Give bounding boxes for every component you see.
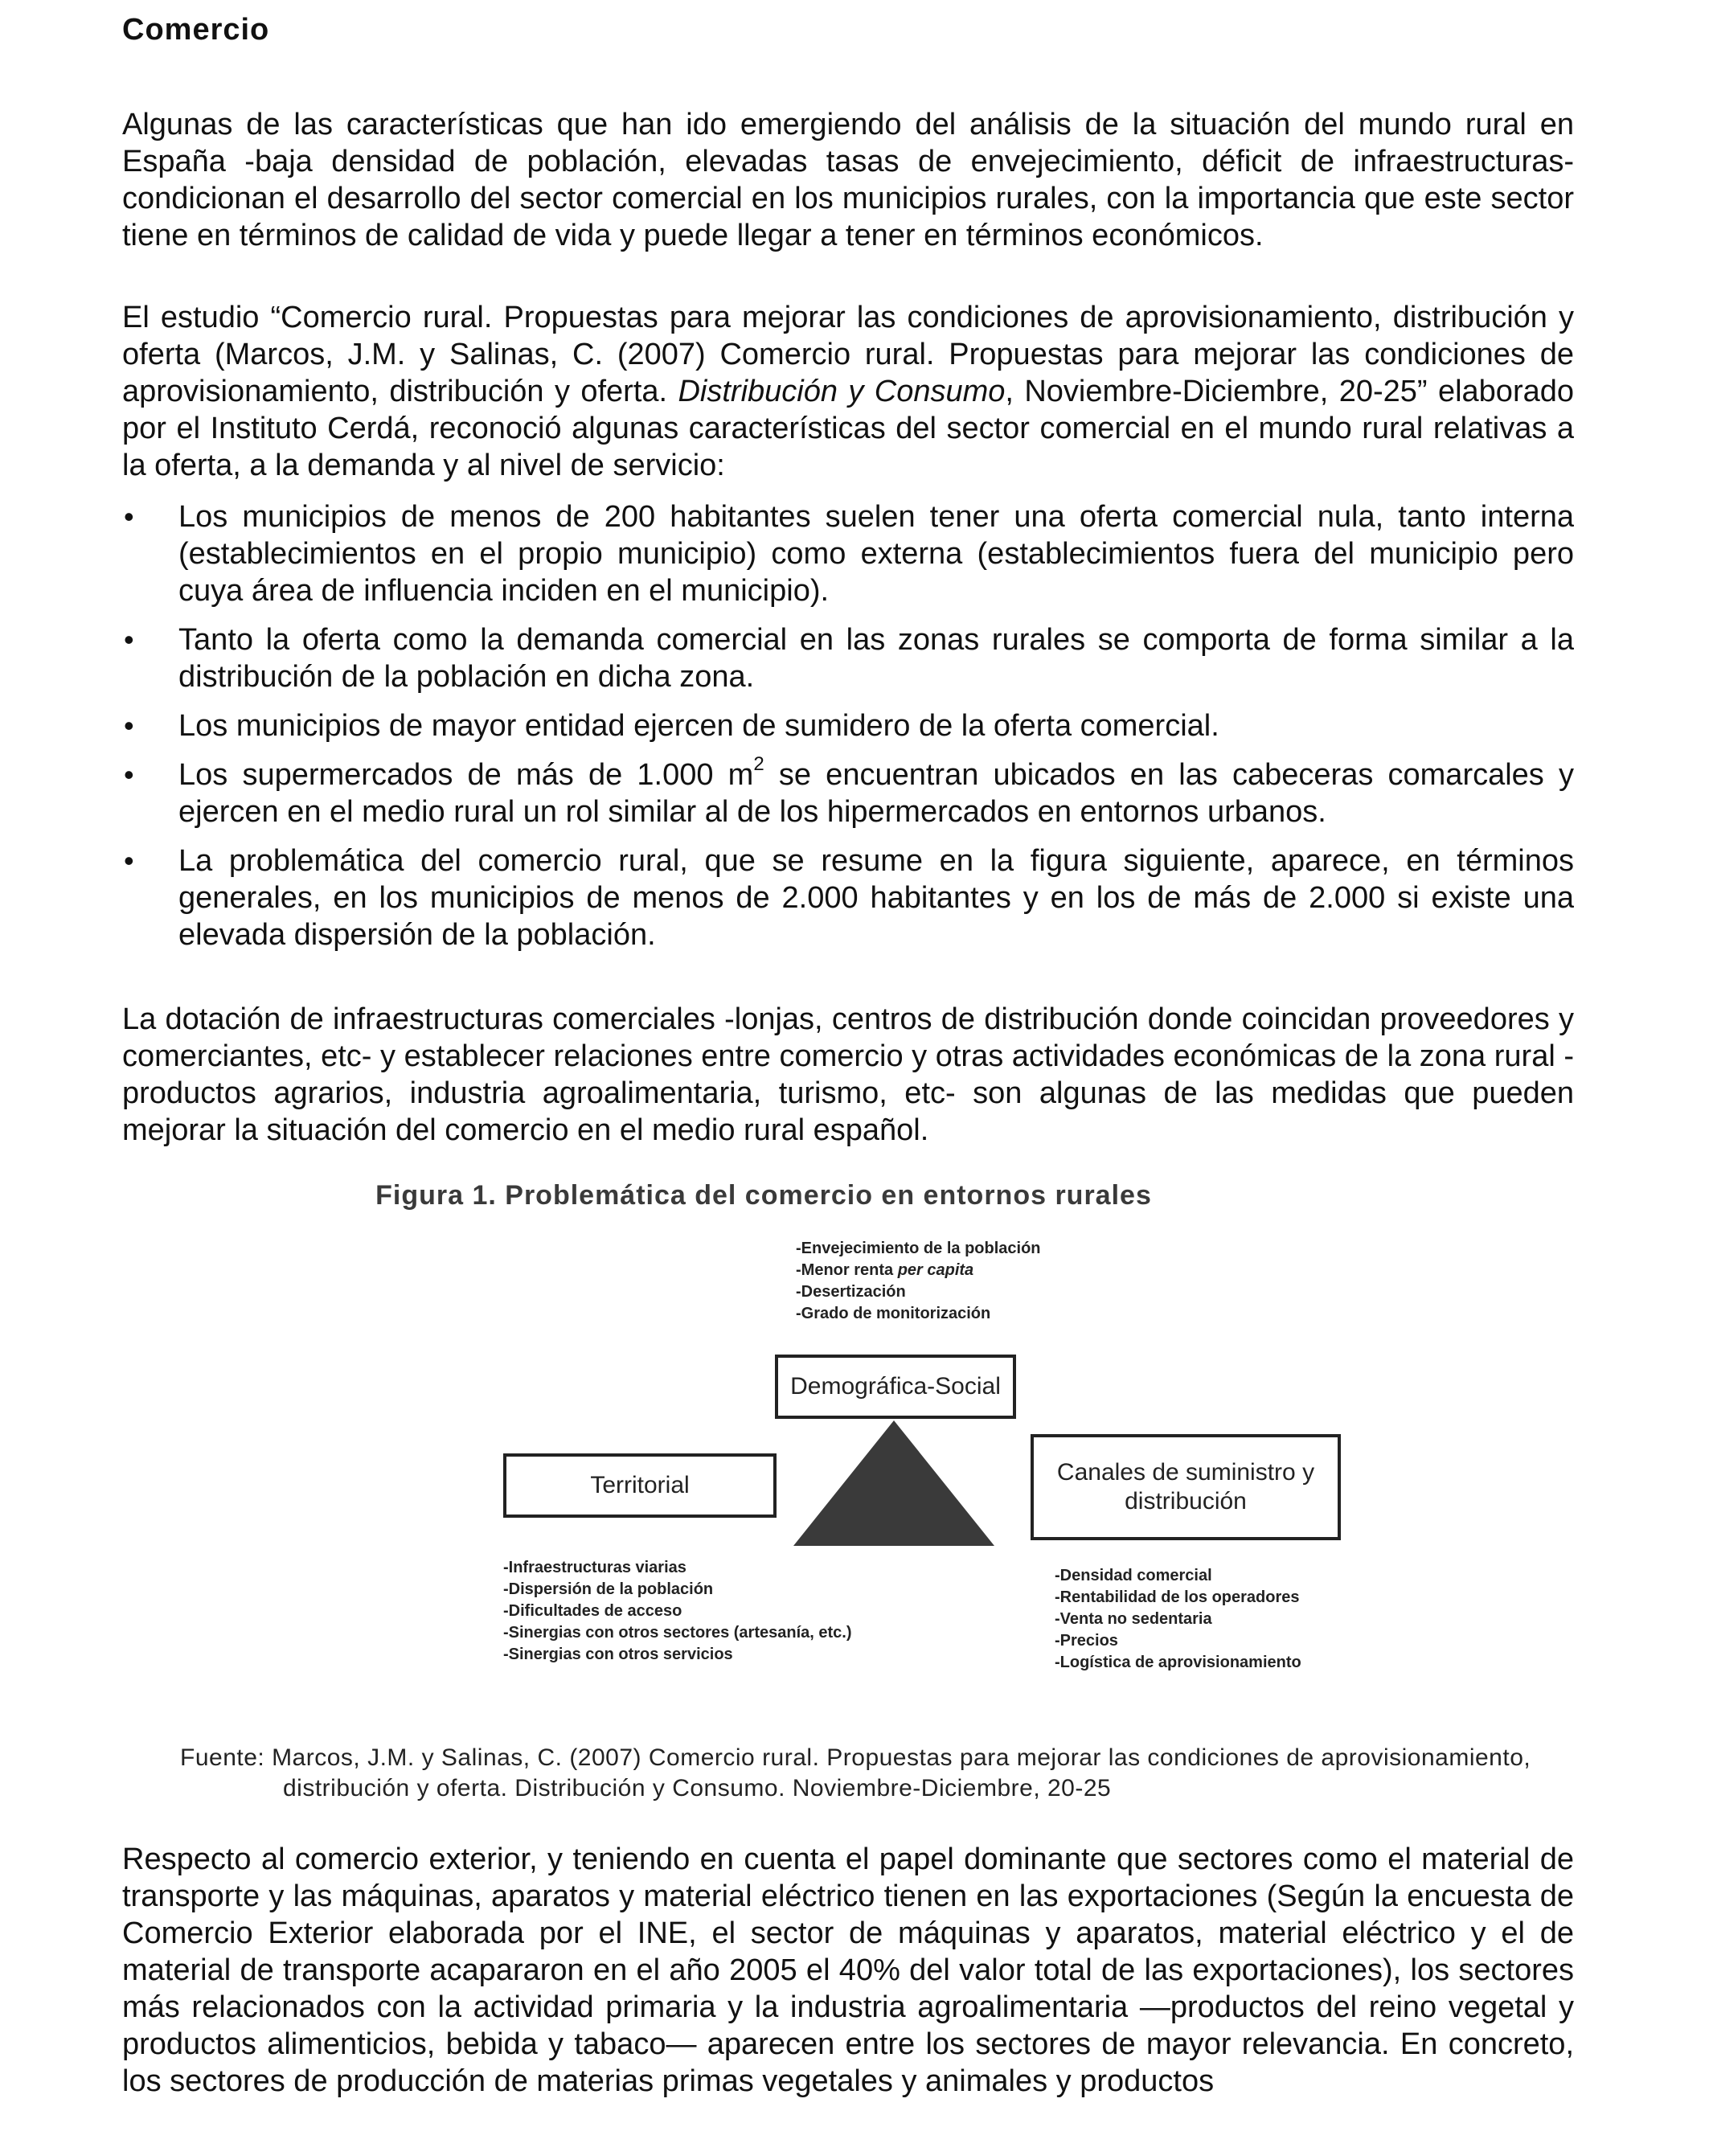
list-item [122,498,1574,609]
list-item [122,753,1574,830]
list-item [122,842,1574,953]
list-item: -Sinergias con otros sectores (artesanía, etc.) [503,1624,852,1642]
list-item: -Dispersión de la población [503,1580,714,1598]
list-item-text: -Menor renta [796,1261,898,1279]
territorial-box: Territorial [503,1453,777,1518]
list-item [796,1260,1041,1281]
supply-channels-line2: distribución [1125,1488,1247,1515]
list-item: -Grado de monitorización [796,1305,991,1322]
list-item: -Sinergias con otros servicios [503,1646,733,1663]
bullet-marker: • [124,709,134,742]
list-item: -Envejecimiento de la población [796,1240,1041,1257]
figure-caption: Figura 1. Problemática del comercio en entornos rurales [375,1180,1152,1211]
bullet-marker: • [124,623,134,656]
superscript: 2 [753,753,764,775]
characteristics-list [122,498,1574,965]
list-item: -Rentabilidad de los operadores [1055,1588,1300,1606]
list-item: -Venta no sedentaria [1055,1610,1212,1628]
paragraph-study [122,299,1574,484]
list-item-italic: per capita [897,1261,974,1279]
paragraph-measures: La dotación de infraestructuras comerciales -lonjas, centros de distribución donde coincidan proveedores y comerciantes, etc- y establecer relaciones entre comercio y otras actividades económicas de la zona rural -productos agrarios, industria agroalimentaria, turismo, etc- son algunas de las medidas que pueden mejorar la situación del comercio en el medio rural español. [122,1002,1574,1147]
list-item-text: Tanto la oferta como la demanda comercial en las zonas rurales se comporta de forma similar a la distribución de la población en dicha zona. [178,623,1574,694]
problem-diagram [363,1238,1344,1696]
figure-source: Fuente: Marcos, J.M. y Salinas, C. (2007) Comercio rural. Propuestas para mejorar las condiciones de aprovisionamiento, distribución y oferta. Distribución y Consumo. Noviembre-Diciembre, 20-25 [180,1744,1531,1801]
list-item [122,621,1574,695]
list-item-text: Los municipios de menos de 200 habitantes suelen tener una oferta comercial nula, tanto interna (establecimientos en el propio municipio) como externa (establecimientos fuera del municipio pero cuya área de influencia inciden en el municipio). [178,500,1574,608]
pyramid-shape [793,1420,994,1546]
demographic-social-box: Demográfica-Social [775,1355,1016,1419]
paragraph-intro: Algunas de las características que han ido emergiendo del análisis de la situación del mundo rural en España -baja densidad de población, elevadas tasas de envejecimiento, déficit de infraestructuras- condicionan el desarrollo del sector comercial en los municipios rurales, con la importancia que este sector tiene en términos de calidad de vida y puede llegar a tener en términos económicos. [122,108,1574,252]
territorial-factors-list [503,1557,852,1666]
section-heading: Comercio [122,13,270,47]
list-item: -Desertización [796,1283,906,1301]
paragraph-foreign-trade: Respecto al comercio exterior, y teniendo en cuenta el papel dominante que sectores como el material de transporte y las máquinas, aparatos y material eléctrico tienen en las exportaciones (Según la encuesta de Comercio Exterior elaborada por el INE, el sector de máquinas y aparatos, material eléctrico y el de material de transporte acapararon en el año 2005 el 40% del valor total de las exportaciones), los sectores más relacionados con la actividad primaria y la industria agroalimentaria —productos del reino vegetal y productos alimenticios, bebida y tabaco— aparecen entre los sectores de mayor relevancia. En concreto, los sectores de producción de materias primas vegetales y animales y productos [122,1842,1574,2098]
supply-channels-box [1031,1434,1341,1540]
bullet-marker: • [124,758,134,791]
list-item: -Dificultades de acceso [503,1602,682,1620]
list-item-text-a: Los supermercados de más de 1.000 m [178,758,754,792]
bullet-marker: • [124,500,134,533]
list-item-text-b: se encuentran ubicados en las cabeceras comarcales y ejercen en el medio rural un rol similar al de los hipermercados en entornos urbanos. [178,758,1574,829]
list-item [122,707,1574,744]
list-item-text: Los municipios de mayor entidad ejercen de sumidero de la oferta comercial. [178,709,1219,743]
paragraph-study-italic: Distribución y Consumo [678,375,1006,408]
supply-channels-line1: Canales de suministro y [1056,1459,1315,1486]
paragraph-study-text-a: El estudio “Comercio rural. Propuestas para mejorar las condiciones de aprovisionamiento, distribución y oferta (Marcos, J.M. y Salinas, C. (2007) Comercio rural. Propuestas para mejorar las condiciones de aprovisionamiento, distribución y oferta. [122,301,1574,408]
list-item-text: La problemática del comercio rural, que se resume en la figura siguiente, aparece, en términos generales, en los municipios de menos de 2.000 habitantes y en los de más de 2.000 si existe una elevada dispersión de la población. [178,844,1574,952]
list-item: -Precios [1055,1632,1118,1650]
list-item: -Densidad comercial [1055,1567,1212,1584]
supply-factors-list [1055,1565,1301,1674]
list-item: -Logística de aprovisionamiento [1055,1654,1301,1671]
list-item: -Infraestructuras viarias [503,1559,686,1576]
paragraph-study-text-b: , Noviembre-Diciembre, 20-25” elaborado por el Instituto Cerdá, reconoció algunas características del sector comercial en el mundo rural relativas a la oferta, a la demanda y al nivel de servicio: [122,375,1574,482]
demographic-factors-list [796,1238,1041,1325]
bullet-marker: • [124,844,134,877]
